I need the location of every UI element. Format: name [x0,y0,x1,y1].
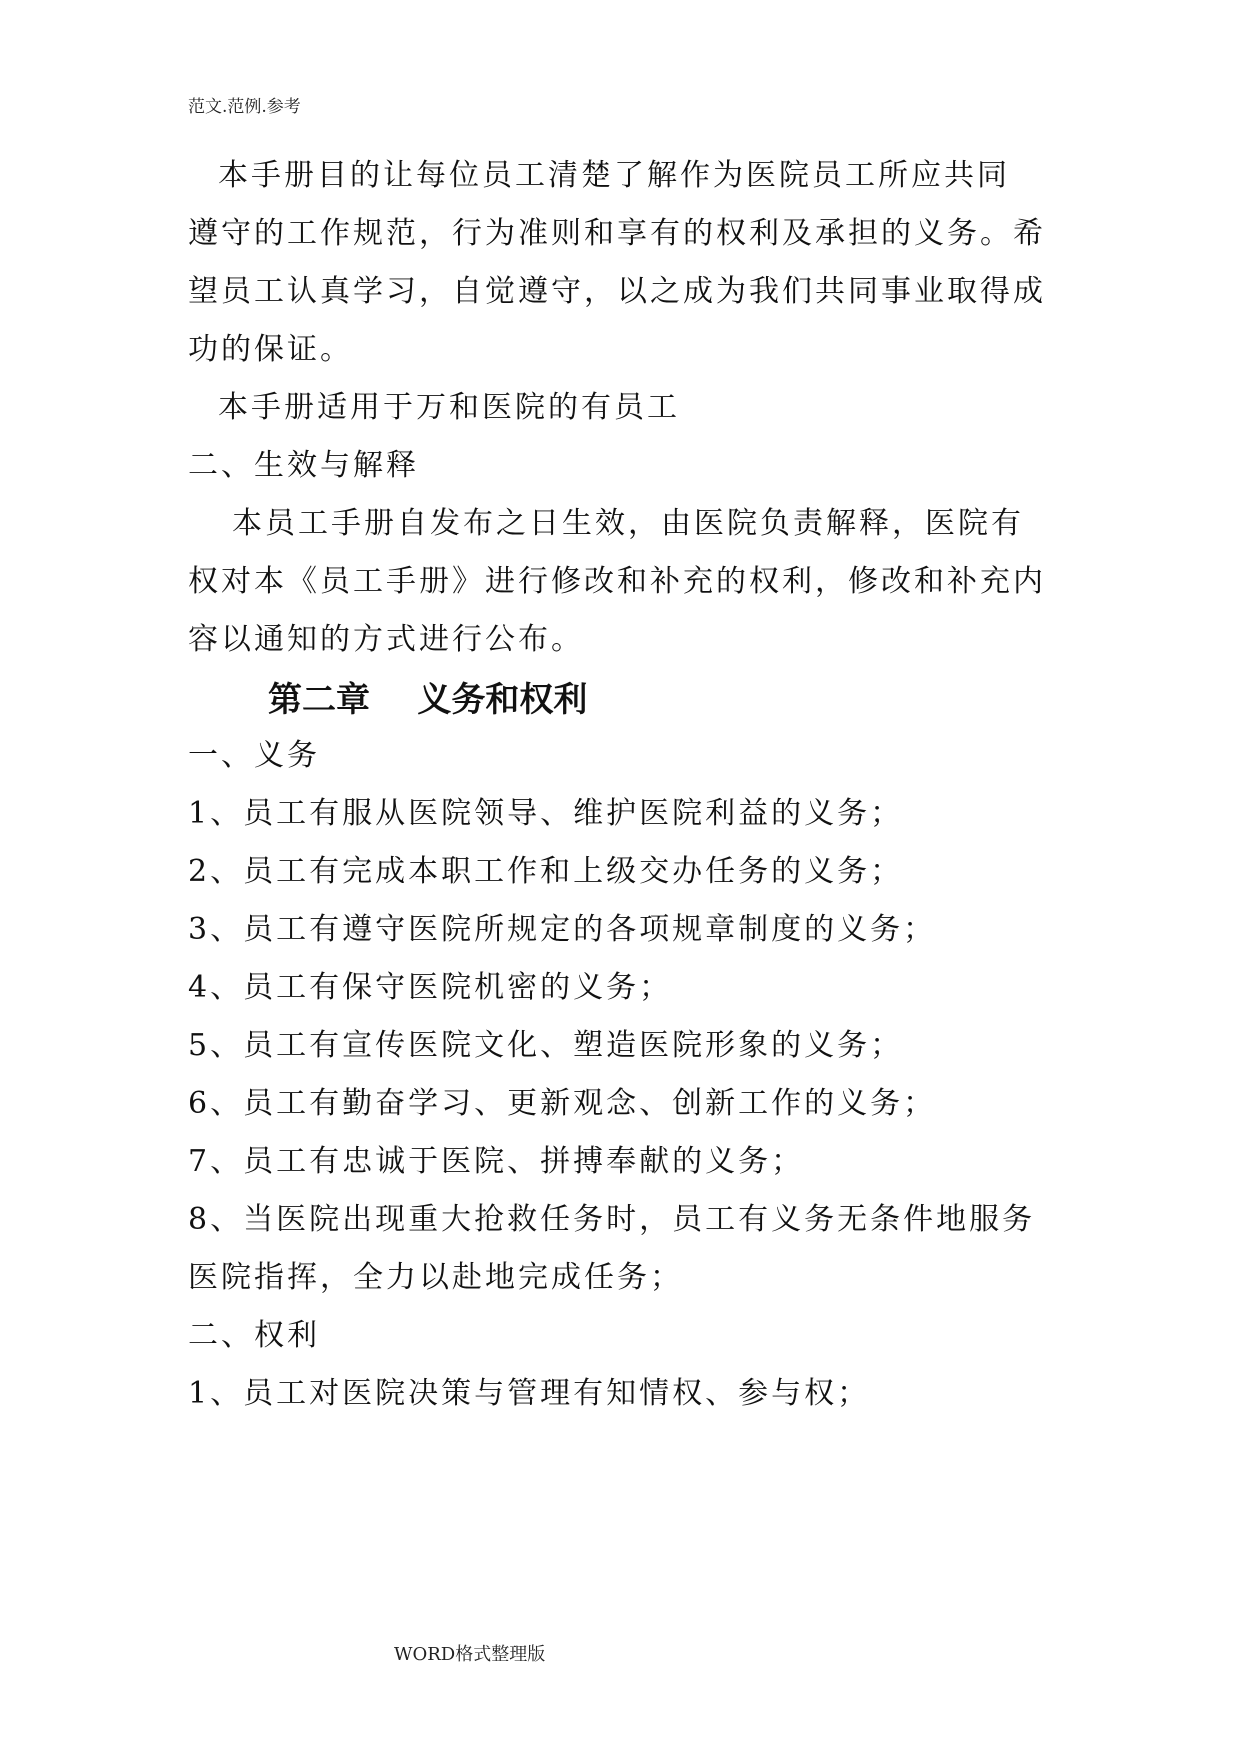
rights-heading: 二、权利 [188,1318,320,1353]
duty-item: 6、员工有勤奋学习、更新观念、创新工作的义务； [188,1086,937,1121]
scope-paragraph: 本手册适用于万和医院的有员工 [218,390,680,425]
duty-item: 医院指挥，全力以赴地完成任务； [188,1260,683,1295]
duty-item: 5、员工有宣传医院文化、塑造医院形象的义务； [188,1028,904,1063]
effect-paragraph-line: 本员工手册自发布之日生效，由医院负责解释，医院有 [232,506,1024,541]
intro-paragraph-line: 遵守的工作规范，行为准则和享有的权利及承担的义务。希 [188,216,1046,251]
page-footer: WORD格式整理版 [394,1644,546,1665]
duty-item: 3、员工有遵守医院所规定的各项规章制度的义务； [188,912,937,947]
right-item: 1、员工对医院决策与管理有知情权、参与权； [188,1376,871,1411]
section-heading-effect: 二、生效与解释 [188,448,419,483]
intro-paragraph-line: 本手册目的让每位员工清楚了解作为医院员工所应共同 [218,158,1010,193]
duty-item: 8、当医院出现重大抢救任务时，员工有义务无条件地服务 [188,1202,1036,1237]
chapter-title: 第二章 义务和权利 [268,680,588,720]
page-header: 范文.范例.参考 [188,97,301,117]
effect-paragraph-line: 容以通知的方式进行公布。 [188,622,584,657]
duty-item: 4、员工有保守医院机密的义务； [188,970,673,1005]
intro-paragraph-line: 望员工认真学习，自觉遵守，以之成为我们共同事业取得成 [188,274,1046,309]
duty-item: 2、员工有完成本职工作和上级交办任务的义务； [188,854,904,889]
duty-item: 1、员工有服从医院领导、维护医院利益的义务； [188,796,904,831]
intro-paragraph-line: 功的保证。 [188,332,353,367]
effect-paragraph-line: 权对本《员工手册》进行修改和补充的权利，修改和补充内 [188,564,1046,599]
duties-heading: 一、义务 [188,738,320,773]
duty-item: 7、员工有忠诚于医院、拼搏奉献的义务； [188,1144,805,1179]
